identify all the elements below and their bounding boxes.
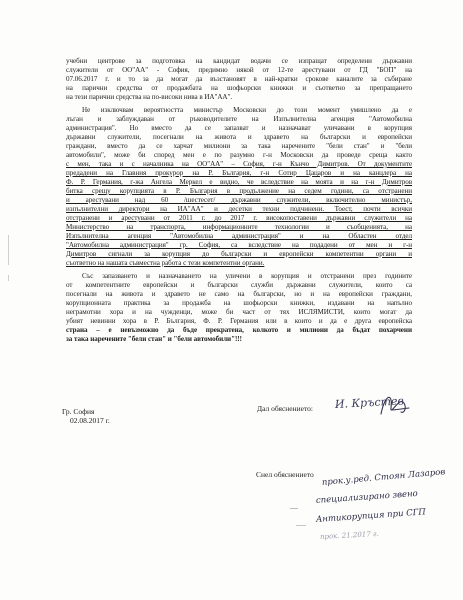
text-line: на тези парични средства на по-високи нива в ИА"АА". [66,93,233,101]
binding-mark [8,235,9,265]
place: Гр. София [62,407,95,416]
text-line: Със запазването и назначаването на уличени в корупция и отстранени през годините [82,272,412,280]
text-line: посегнали на живота и здравето не само на български, но и на европейски граждани, [66,290,412,298]
signer-handwriting: И. Кръстев [334,394,405,411]
text-line: Ф. Р. Германия, г-жа Ангела Меркел е видно, че вследствие на моята и на г-н Димитров [66,178,412,186]
text-line: съответно на нашата съвместна работа с тези компетентни органи. [66,259,265,267]
signature [375,390,415,420]
text-line: от компетентните европейски и български служби държавни служители, които са [66,281,412,289]
text-line: автомобили", може би според мен е по разумно г-н Московски да проведе среща както [66,151,412,159]
text-line: неграмотни хора и на чужденци, може би част от тях ИСЛЯМИСТИ, които могат да [66,308,412,316]
text-line: "Автомобилна администрация" гр. София, са вследствие на подадени от мен и г-н [66,241,412,249]
text-line: корупционната практика за продажба на шофьорски книжки, издавани на напълно [66,299,412,307]
text-line: Изпълнителна агенция "Автомобилна администрация" и на Областен отдел [66,232,412,240]
scan-noise [296,525,306,526]
text-line: изпълнителни директори на ИА"АА" и десетки техни подчинени. Тоест, почти всички [66,205,412,213]
text-line: и арестувани над 60 /шестесет/ държавни служители, включително министър, [66,196,412,204]
taker-handwriting-line: специализирано звено [315,488,419,506]
date: 02.08.2017 г. [70,416,110,425]
text-line: служители от ОО"АА" - София, предимно някой от 12-те арестувани от ГД "БОП" на [66,66,412,74]
taker-handwriting-line: прок.у.ред. Стоян Лазаров [321,467,446,488]
text-line: предадени на Главния прокурор на Р. България, г-н Сотир Цацаров и на канцлера на [66,169,412,177]
text-line: за така наречените "бели стан" и "бели автомобили"!!! [66,335,242,343]
text-line: държавни служители, посегнали на живота и здравето на български и европейски [66,133,412,141]
binding-mark [8,275,9,281]
scan-noise [290,508,298,509]
taker-handwriting-line: прок. 21.2017 г. [319,529,379,541]
taker-label: Снел обяснението [256,470,314,479]
signer-label: Дал обяснението: [257,404,313,413]
text-line: учебни центрове за подготовка на кандидат водачи се изпращат определени държавни [66,57,412,65]
text-line: 07.06.2017 г. и то за да могат да възстановят в най-кратки срокове каналите за събиране [66,75,412,83]
text-line: с мен, така и с началника на ОО"АА" – София, г-н Кънчо Димитров. От документите [66,160,412,168]
text-line: администрация". Но вместо да се запазват и назначават уличавани в корупция [66,124,412,132]
taker-handwriting-line: Антикорупция при СГП [315,507,427,525]
text-line: страна – е невъзможно да бъде прекратена, колкото и милиони да бъдат похарчени [66,326,412,334]
text-line: Не изключвам вероятността министър Московски до този момент умишлено да е [82,106,412,114]
text-line: отстранени и арестувани от 2011 г. до 2017 г. високопоставени държавни служители на [66,214,412,222]
text-line: Министерство на транспорта, информационните технологии и съобщенията, на [66,223,412,231]
text-line: на парични средства от продажбата на шофьорски книжки и съответно за препращането [66,84,412,92]
text-line: лъган и заблуждаван от ръководителите на Изпълнителна агенция "Автомобилна [66,115,412,123]
text-line: Димитров сигнали за корупция до български и европейски компетентни органи и [66,250,412,258]
text-line: битка срещу корупцията в Р. България в продължение на седем години, са отстранени [66,187,412,195]
text-line: убият невинни хора в Р. България, Ф. Р. Германия или в които и да е друга европейска [66,317,412,325]
text-line: граждани, вместо да се харчат милиони за така наречените "бели стан" и "бели [66,142,412,150]
